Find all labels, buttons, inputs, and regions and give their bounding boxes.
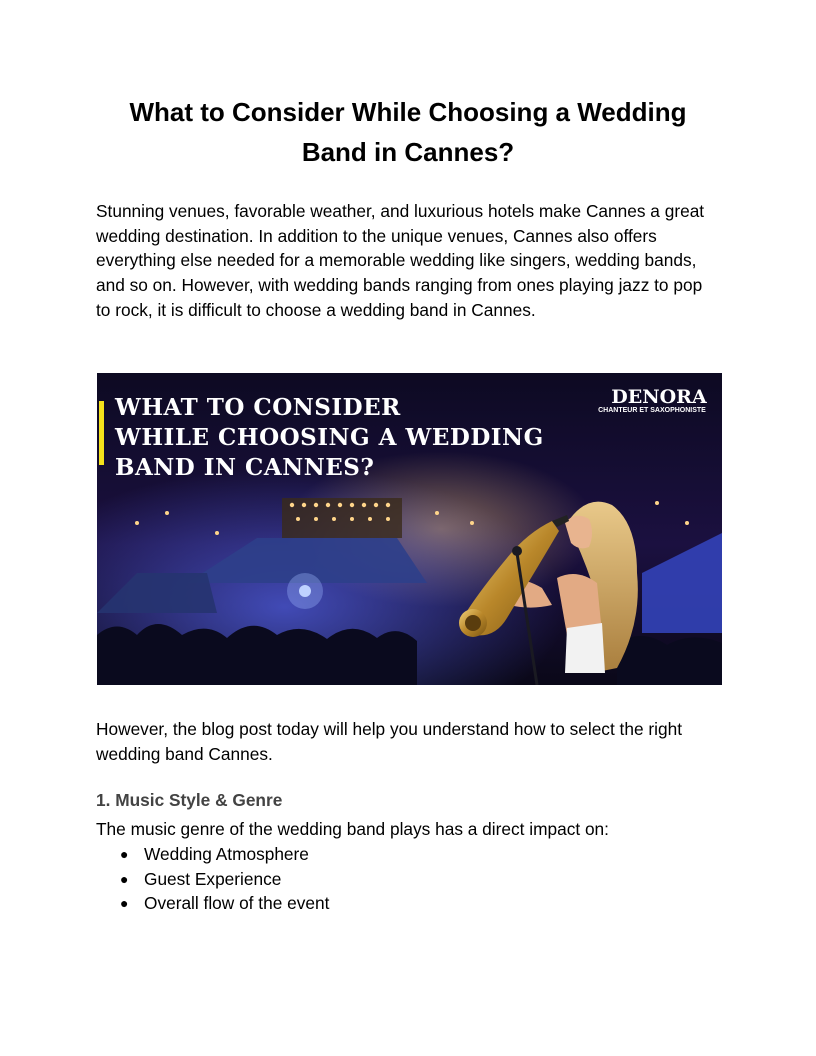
hero-overlay-line-1: WHAT TO CONSIDER (115, 394, 401, 421)
brand-tagline: CHANTEUR ET SAXOPHONISTE (598, 407, 706, 414)
article-title: What to Consider While Choosing a Wedding Band in Cannes? (129, 97, 687, 167)
list-item-label: Guest Experience (144, 868, 282, 889)
hero-overlay-line-2: WHILE CHOOSING A WEDDING (115, 424, 544, 451)
list-item (96, 891, 329, 916)
bullet-icon: ● (120, 895, 129, 912)
bullet-list (96, 842, 329, 916)
accent-bar (99, 401, 104, 465)
list-item-label: Overall flow of the event (144, 893, 330, 914)
bullet-icon: ● (120, 846, 129, 862)
intro-paragraph: Stunning venues, favorable weather, and luxurious hotels make Cannes a great wedding destination. In addition to the unique venues, Cannes also offers everything else needed for a memorable wedding like singers, wedding bands, and so on. However, with wedding bands ranging from ones playing jazz to pop to rock, it is difficult to choose a wedding band in Cannes. (96, 201, 705, 320)
brand-logo: DENORA (611, 386, 707, 408)
list-item-label: Wedding Atmosphere (144, 844, 309, 864)
section-heading: 1. Music Style & Genre (96, 790, 283, 810)
bullet-icon: ● (120, 870, 129, 887)
followup-paragraph: However, the blog post today will help you understand how to select the right wedding band Cannes. (96, 719, 682, 764)
hero-overlay-line-3: BAND IN CANNES? (115, 454, 375, 481)
section-paragraph: The music genre of the wedding band plays has a direct impact on: (96, 819, 609, 839)
list-item (96, 842, 329, 867)
hero-illustration (97, 373, 722, 685)
hero-image (97, 373, 722, 685)
list-item (96, 867, 329, 892)
